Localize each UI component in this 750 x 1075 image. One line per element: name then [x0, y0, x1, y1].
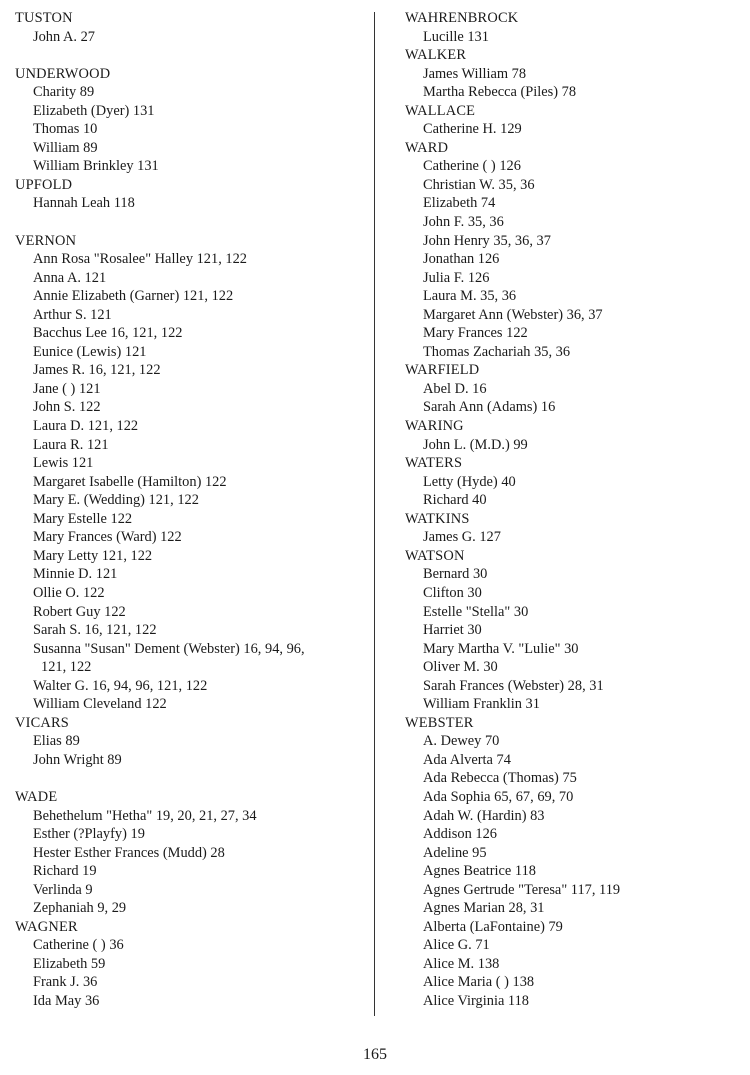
index-entry: Sarah S. 16, 121, 122	[33, 622, 157, 639]
index-entry: Harriet 30	[423, 622, 482, 639]
index-entry: Charity 89	[33, 84, 95, 101]
surname-heading: VERNON	[15, 232, 77, 249]
index-entry: Robert Guy 122	[33, 603, 126, 620]
index-entry: William Brinkley 131	[33, 158, 159, 175]
index-entry: Elizabeth (Dyer) 131	[33, 102, 155, 119]
index-entry: Laura R. 121	[33, 436, 109, 453]
index-entry: Arthur S. 121	[33, 306, 112, 323]
index-entry: Mary Frances 122	[423, 325, 528, 342]
index-entry: Ada Alverta 74	[423, 751, 511, 768]
index-entry: Lucille 131	[423, 28, 489, 45]
index-entry: Elias 89	[33, 733, 80, 750]
index-entry: Verlinda 9	[33, 881, 93, 898]
surname-heading: WATKINS	[405, 510, 470, 527]
index-entry: Zephaniah 9, 29	[33, 900, 127, 917]
index-entry: Oliver M. 30	[423, 659, 498, 676]
index-entry: Agnes Beatrice 118	[423, 863, 536, 880]
index-entry: Addison 126	[423, 826, 497, 843]
index-entry: Ada Rebecca (Thomas) 75	[423, 770, 577, 787]
index-entry: Elizabeth 59	[33, 955, 106, 972]
index-entry: James William 78	[423, 65, 527, 82]
index-entry: Thomas 10	[33, 121, 98, 138]
surname-heading: WATERS	[405, 455, 463, 472]
index-entry: John A. 27	[33, 28, 95, 45]
index-entry: Mary Letty 121, 122	[33, 547, 153, 564]
index-entry: Christian W. 35, 36	[423, 176, 535, 193]
index-entry: Lewis 121	[33, 455, 94, 472]
index-entry: William Cleveland 122	[33, 696, 167, 713]
index-entry: William Franklin 31	[423, 696, 540, 713]
index-entry: Alice Virginia 118	[423, 992, 529, 1009]
surname-heading: WEBSTER	[405, 714, 474, 731]
index-entry: Adeline 95	[423, 844, 487, 861]
index-entry: James G. 127	[423, 529, 501, 546]
index-entry: Mary E. (Wedding) 121, 122	[33, 492, 199, 509]
index-entry: Mary Estelle 122	[33, 510, 133, 527]
index-entry: Martha Rebecca (Piles) 78	[423, 84, 577, 101]
index-entry: Bernard 30	[423, 566, 488, 583]
surname-heading: WARFIELD	[405, 362, 480, 379]
index-entry: Catherine ( ) 36	[33, 937, 124, 954]
index-entry: Agnes Gertrude "Teresa" 117, 119	[423, 881, 621, 898]
index-entry: Laura M. 35, 36	[423, 288, 517, 305]
index-entry: Jane ( ) 121	[33, 380, 101, 397]
index-entry: A. Dewey 70	[423, 733, 500, 750]
index-entry: Ada Sophia 65, 67, 69, 70	[423, 788, 574, 805]
surname-heading: WAGNER	[15, 918, 78, 935]
index-entry: 121, 122	[41, 659, 92, 676]
spacer	[15, 213, 365, 232]
index-entry: Catherine H. 129	[423, 121, 522, 138]
surname-heading: WALLACE	[405, 102, 476, 119]
index-entry: Anna A. 121	[33, 269, 107, 286]
index-entry: Richard 19	[33, 863, 97, 880]
index-entry: Frank J. 36	[33, 974, 98, 991]
page-number: 165	[363, 1046, 387, 1063]
index-entry: Julia F. 126	[423, 269, 490, 286]
index-entry: Catherine ( ) 126	[423, 158, 521, 175]
column-divider	[374, 12, 375, 1016]
index-entry: Richard 40	[423, 492, 487, 509]
index-entry: Hannah Leah 118	[33, 195, 135, 212]
surname-heading: WALKER	[405, 47, 467, 64]
index-entry: Abel D. 16	[423, 380, 487, 397]
spacer	[15, 46, 365, 65]
index-entry: Agnes Marian 28, 31	[423, 900, 545, 917]
index-entry: Hester Esther Frances (Mudd) 28	[33, 844, 225, 861]
index-entry: Ollie O. 122	[33, 584, 105, 601]
index-entry: Behethelum "Hetha" 19, 20, 21, 27, 34	[33, 807, 257, 824]
index-entry: Susanna "Susan" Dement (Webster) 16, 94, 96,	[33, 640, 305, 657]
index-column-right	[405, 9, 735, 1011]
index-entry: Annie Elizabeth (Garner) 121, 122	[33, 288, 234, 305]
index-entry: Minnie D. 121	[33, 566, 118, 583]
index-entry: Ann Rosa "Rosalee" Halley 121, 122	[33, 251, 247, 268]
surname-heading: WARING	[405, 418, 464, 435]
index-entry: Sarah Frances (Webster) 28, 31	[423, 677, 604, 694]
index-entry: Alice G. 71	[423, 937, 490, 954]
index-entry: Mary Martha V. "Lulie" 30	[423, 640, 579, 657]
index-entry: Margaret Isabelle (Hamilton) 122	[33, 473, 227, 490]
surname-heading: WADE	[15, 788, 58, 805]
surname-heading: TUSTON	[15, 10, 73, 26]
index-entry: Alberta (LaFontaine) 79	[423, 918, 563, 935]
index-entry: John Wright 89	[33, 751, 122, 768]
index-entry: Letty (Hyde) 40	[423, 473, 516, 490]
spacer	[15, 769, 365, 788]
index-entry: John S. 122	[33, 399, 101, 416]
surname-heading: VICARS	[15, 714, 69, 731]
index-entry: Jonathan 126	[423, 251, 500, 268]
surname-heading: WATSON	[405, 547, 465, 564]
index-entry: Margaret Ann (Webster) 36, 37	[423, 306, 603, 323]
index-entry: Sarah Ann (Adams) 16	[423, 399, 556, 416]
index-entry: Laura D. 121, 122	[33, 418, 139, 435]
surname-heading: WAHRENBROCK	[405, 10, 519, 26]
index-entry: Alice M. 138	[423, 955, 500, 972]
index-entry: John F. 35, 36	[423, 214, 504, 231]
index-entry: Ida May 36	[33, 992, 100, 1009]
index-entry: James R. 16, 121, 122	[33, 362, 161, 379]
index-entry: Elizabeth 74	[423, 195, 496, 212]
index-entry: Thomas Zachariah 35, 36	[423, 343, 571, 360]
index-entry: Adah W. (Hardin) 83	[423, 807, 545, 824]
index-entry: Bacchus Lee 16, 121, 122	[33, 325, 183, 342]
index-entry: Mary Frances (Ward) 122	[33, 529, 182, 546]
index-entry: Eunice (Lewis) 121	[33, 343, 147, 360]
index-entry: Clifton 30	[423, 584, 482, 601]
index-entry: Walter G. 16, 94, 96, 121, 122	[33, 677, 208, 694]
index-entry: John L. (M.D.) 99	[423, 436, 528, 453]
surname-heading: UPFOLD	[15, 176, 73, 193]
index-entry: William 89	[33, 139, 98, 156]
surname-heading: UNDERWOOD	[15, 65, 111, 82]
index-entry: Estelle "Stella" 30	[423, 603, 529, 620]
index-entry: Alice Maria ( ) 138	[423, 974, 535, 991]
index-entry: John Henry 35, 36, 37	[423, 232, 551, 249]
index-entry: Esther (?Playfy) 19	[33, 826, 145, 843]
surname-heading: WARD	[405, 139, 449, 156]
index-column-left	[15, 9, 365, 1011]
